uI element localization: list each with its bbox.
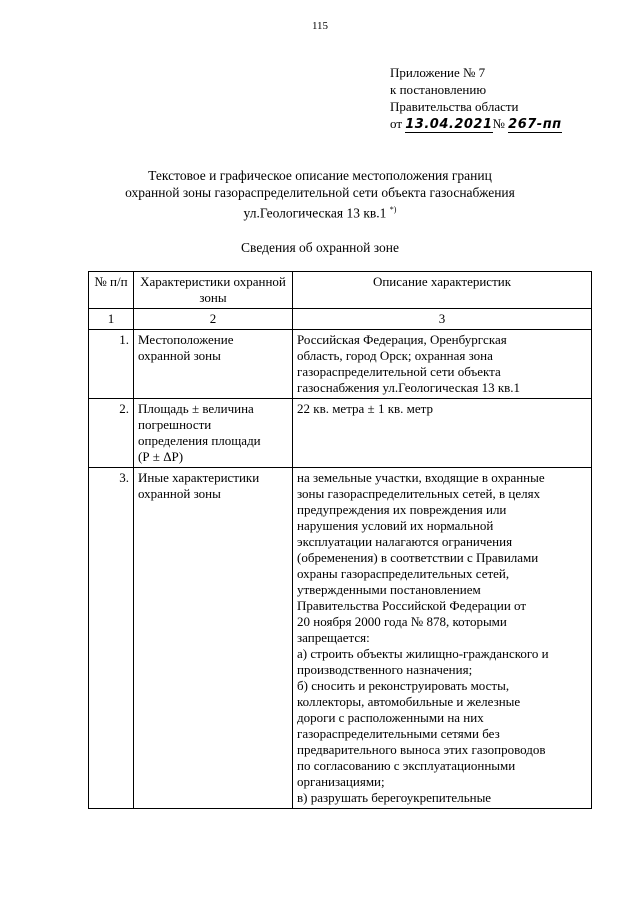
description-line: по согласованию с эксплуатационными — [297, 758, 516, 773]
appendix-block — [390, 64, 562, 133]
section-subtitle: Сведения об охранной зоне — [241, 240, 399, 255]
row-description — [293, 330, 592, 399]
footnote-mark: *) — [389, 205, 397, 214]
characteristic-line: (Р ± ΔР) — [138, 449, 184, 464]
characteristic-line: Местоположение — [138, 332, 234, 347]
description-line: (обременения) в соответствии с Правилами — [297, 550, 539, 565]
description-line: в) разрушать берегоукрепительные — [297, 790, 492, 805]
number-prefix: № — [492, 116, 505, 131]
description-line: запрещается: — [297, 630, 370, 645]
description-line: а) строить объекты жилищно-гражданского и — [297, 646, 549, 661]
description-line: производственного назначения; — [297, 662, 473, 677]
description-line: область, город Орск; охранная зона — [297, 348, 493, 363]
row-characteristic — [134, 468, 293, 809]
row-number: 3. — [89, 468, 134, 809]
description-line: охраны газораспределительных сетей, — [297, 566, 510, 581]
page-number: 115 — [311, 20, 329, 32]
table-row — [89, 399, 592, 468]
appendix-line-2: к постановлению — [390, 82, 487, 97]
characteristic-line: охранной зоны — [138, 348, 221, 363]
description-line: на земельные участки, входящие в охранные — [297, 470, 545, 485]
description-line: 22 кв. метра ± 1 кв. метр — [297, 401, 433, 416]
description-line: зоны газораспределительных сетей, в целях — [297, 486, 541, 501]
row-description — [293, 399, 592, 468]
title-line-2: охранной зоны газораспределительной сети объекта газоснабжения — [125, 185, 515, 200]
description-line: организациями; — [297, 774, 385, 789]
description-line: газоснабжения ул.Геологическая 13 кв.1 — [297, 380, 521, 395]
column-number-2: 2 — [134, 309, 293, 330]
column-number-1: 1 — [89, 309, 134, 330]
header-number: № п/п — [89, 272, 134, 309]
header-characteristic: Характеристики охранной зоны — [134, 272, 293, 309]
description-line: 20 ноября 2000 года № 878, которыми — [297, 614, 507, 629]
table-row — [89, 330, 592, 399]
handwritten-date: 13.04.2021 — [405, 117, 493, 132]
characteristic-line: погрешности — [138, 417, 212, 432]
table-row — [89, 468, 592, 809]
description-line: утвержденными постановлением — [297, 582, 481, 597]
row-description — [293, 468, 592, 809]
handwritten-number: 267-пп — [508, 117, 562, 132]
description-line: Российская Федерация, Оренбургская — [297, 332, 507, 347]
description-line: б) сносить и реконструировать мосты, — [297, 678, 510, 693]
row-number: 2. — [89, 399, 134, 468]
date-prefix: от — [390, 116, 403, 131]
title-line-1: Текстовое и графическое описание местоположения границ — [148, 168, 492, 183]
title-line-3 — [100, 201, 540, 222]
appendix-date-line — [390, 115, 562, 133]
appendix-line-1: Приложение № 7 — [390, 65, 486, 80]
appendix-line-3: Правительства области — [390, 99, 519, 114]
description-line: предупреждения их повреждения или — [297, 502, 507, 517]
description-line: эксплуатации налагаются ограничения — [297, 534, 513, 549]
description-line: газораспределительными сетями без — [297, 726, 500, 741]
table-header-row — [89, 272, 592, 309]
description-line: коллекторы, автомобильные и железные — [297, 694, 521, 709]
characteristic-line: охранной зоны — [138, 486, 221, 501]
header-description: Описание характеристик — [293, 272, 592, 309]
row-characteristic — [134, 330, 293, 399]
characteristic-line: Площадь ± величина — [138, 401, 254, 416]
row-characteristic — [134, 399, 293, 468]
column-number-3: 3 — [293, 309, 592, 330]
description-line: дороги с расположенными на них — [297, 710, 484, 725]
characteristic-line: определения площади — [138, 433, 261, 448]
description-line: газораспределительной сети объекта — [297, 364, 501, 379]
document-title — [100, 167, 540, 222]
zone-info-table — [88, 271, 592, 809]
row-number: 1. — [89, 330, 134, 399]
table-column-numbers-row — [89, 309, 592, 330]
description-line: предварительного выноса этих газопроводов — [297, 742, 546, 757]
characteristic-line: Иные характеристики — [138, 470, 260, 485]
description-line: нарушения условий их нормальной — [297, 518, 494, 533]
description-line: Правительства Российской Федерации от — [297, 598, 527, 613]
title-line-3-text: ул.Геологическая 13 кв.1 — [243, 205, 387, 221]
